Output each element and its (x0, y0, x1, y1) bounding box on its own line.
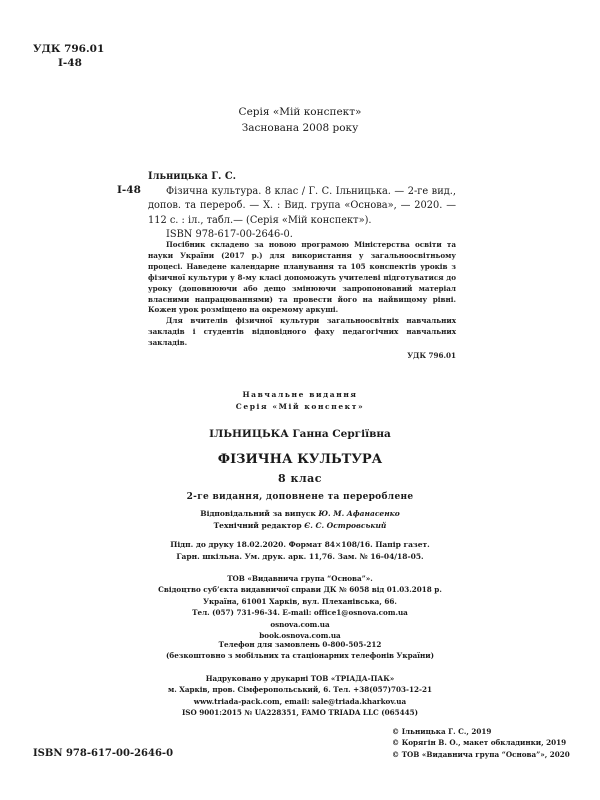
series-founded: Заснована 2008 року (241, 122, 359, 134)
bibliographic-record (148, 170, 456, 243)
bib-index: І-48 (117, 184, 141, 196)
order-phone-note: (безкоштовно з мобільних та стаціонарних телефонів України) (166, 651, 434, 661)
bib-isbn: ISBN 978-617-00-2646-0. (166, 229, 293, 241)
printer-line: м. Харків, пров. Сімферопольський, 6. Тел. +38(057)703-12-21 (168, 685, 432, 695)
annotation-udk: УДК 796.01 (407, 351, 456, 361)
tech-editor-label: Технічний редактор (213, 520, 302, 530)
printer-line: www.triada-pack.com, email: sale@triada.kharkov.ua (193, 696, 407, 706)
annotation (148, 240, 456, 362)
print-specs (0, 539, 600, 562)
responsible-credit (0, 508, 600, 520)
series-info (0, 104, 600, 136)
tech-editor-name: Є. С. Островський (304, 520, 387, 530)
responsible-name: Ю. М. Афанасенко (318, 509, 400, 518)
copyright-line: © ТОВ «Видавнича група “Основа”», 2020 (392, 749, 570, 759)
udk-code: УДК 796.01 (33, 43, 105, 55)
author-full-name: ІЛЬНИЦЬКА Ганна Сергіївна (209, 428, 391, 440)
book-title: ФІЗИЧНА КУЛЬТУРА (217, 452, 383, 467)
print-line: Підп. до друку 18.02.2020. Формат 84×108/16. Папір газет. (170, 540, 430, 549)
book-grade: 8 клас (277, 472, 322, 485)
author-index: І-48 (58, 57, 82, 69)
edition-type-block (0, 389, 600, 413)
udk-header (33, 42, 104, 70)
footer-isbn: ISBN 978-617-00-2646-0 (33, 748, 174, 759)
annotation-paragraph: Посібник складено за новою програмою Міністерства освіти та науки України (2017 р.) для використання у загальноосвітньому процесі. Наведене календарне планування та 105 конспектів уроків з фізичної культури у 8-му класі допоможуть учителеві підготуватися до уроку (доповнюючи або дещо змінюючи запропонований матеріал власними напрацюваннями) та провести його на найвищому рівні. Кожен урок розміщено на окремому аркуші. (148, 240, 456, 315)
publisher-website: book.osnova.com.ua (259, 631, 341, 641)
responsible-label: Відповідальний за випуск (200, 509, 316, 518)
copyright-line: © Корягін В. О., макет обкладинки, 2019 (392, 738, 567, 748)
tech-editor-credit (0, 520, 600, 532)
copyright-line: © Ільницька Г. С., 2019 (392, 727, 492, 736)
bib-description: Фізична культура. 8 клас / Г. С. Ільницька. — 2-ге вид., допов. та перероб. — Х. : Вид. група «Основа», — 2020. — 112 с. : іл., табл.— (Серія «Мій конспект»). (148, 185, 456, 226)
printer-line: Надруковано у друкарні ТОВ «ТРІАДА-ПАК» (205, 674, 395, 683)
imprint-series: Серія «Мій конспект» (235, 402, 365, 411)
copyright-block (392, 726, 570, 760)
printer-info (0, 673, 600, 719)
edition-note: 2-ге видання, доповнене та перероблене (186, 492, 414, 502)
printer-line: ISO 9001:2015 № UA228351, FAMO TRIADA LLC (065445) (181, 708, 419, 718)
bib-author: Ільницька Г. С. (148, 171, 237, 182)
publisher-line: ТОВ «Видавнича група “Основа”». (227, 574, 373, 583)
order-phone-line: Телефон для замовлень 0-800-505-212 (218, 640, 382, 649)
publisher-line: Тел. (057) 731-96-34. E-mail: office1@osnova.com.ua (192, 608, 408, 618)
staff-credits (0, 508, 600, 531)
edition-type: Навчальне видання (242, 390, 358, 399)
publisher-line: Україна, 61001 Харків, вул. Плеханівська, 66. (203, 596, 397, 606)
publisher-info (0, 573, 600, 641)
publisher-line: Свідоцтво суб’єкта видавничої справи ДК № 6058 від 01.03.2018 р. (158, 585, 442, 595)
print-line: Гарн. шкільна. Ум. друк. арк. 11,76. Зам. № 16-04/18-05. (176, 551, 424, 561)
publisher-website: osnova.com.ua (270, 619, 330, 629)
order-phone (0, 639, 600, 662)
series-name: Серія «Мій конспект» (238, 106, 362, 118)
annotation-paragraph: Для вчителів фізичної культури загальноосвітніх навчальних закладів і студентів відповідного фаху педагогічних навчальних закладів. (148, 316, 456, 348)
